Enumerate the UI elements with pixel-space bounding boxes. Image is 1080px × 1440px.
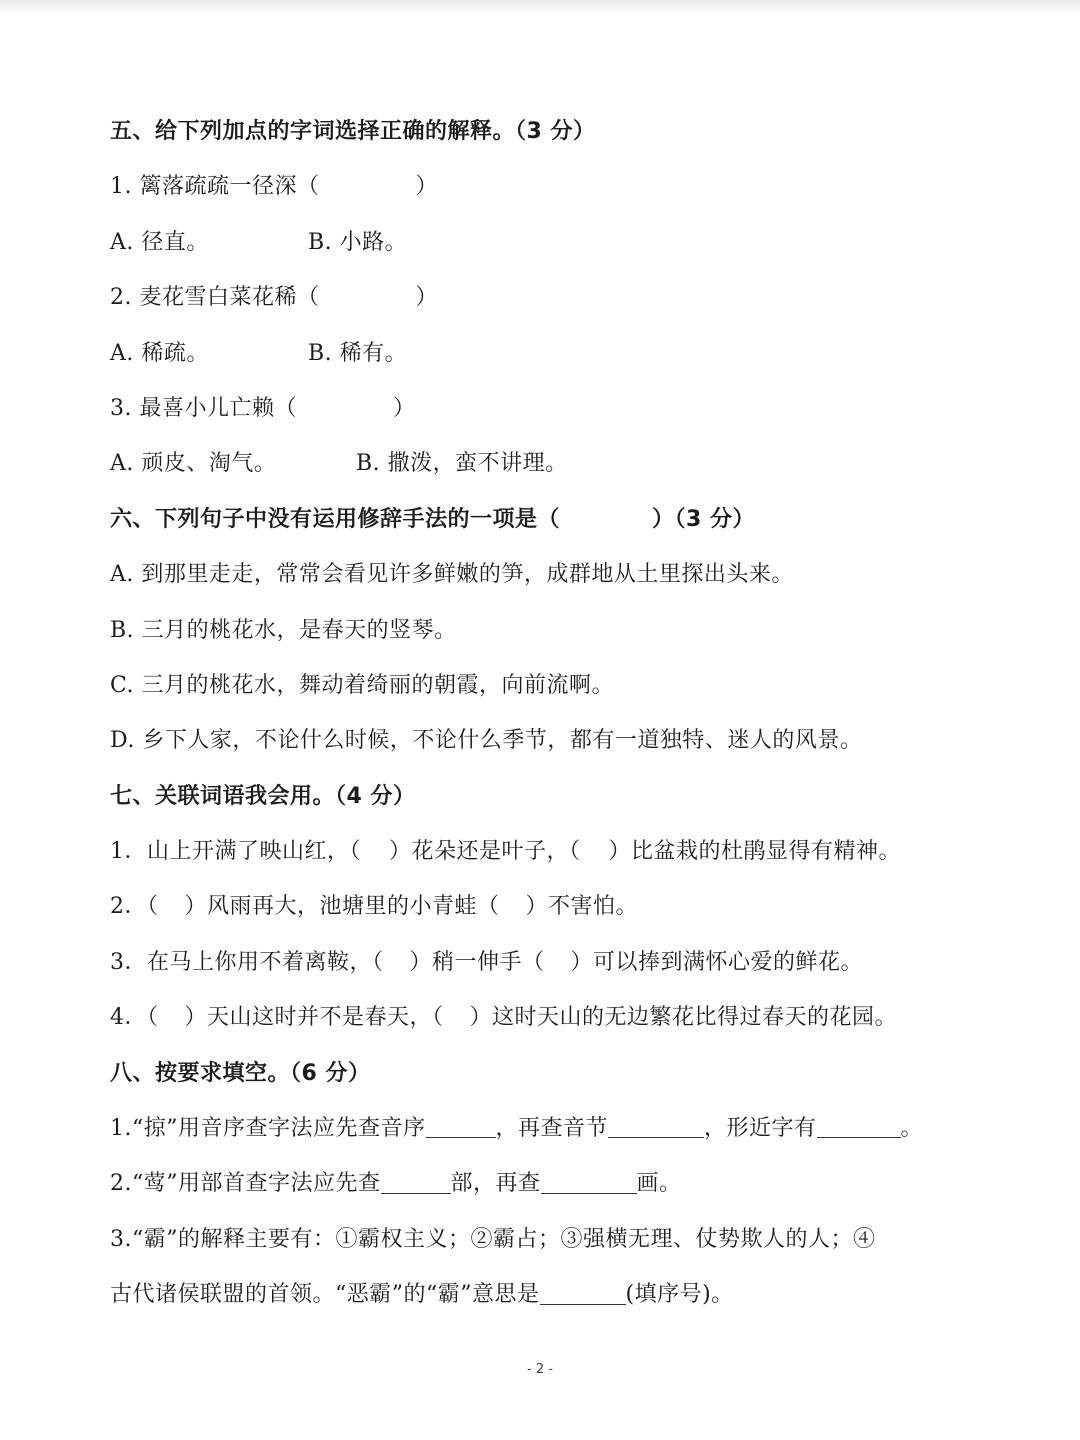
s7-q4-part3: ）这时天山的无边繁花比得过春天的花园。 <box>469 1005 898 1031</box>
s5-q1-options <box>110 215 1010 270</box>
s7-question-2 <box>110 879 1010 934</box>
s8-q2-blank-1[interactable] <box>381 1169 451 1194</box>
s8-q2-part1: 2.“莺”用部首查字法应先查 <box>110 1171 381 1197</box>
s8-question-2 <box>110 1156 1010 1211</box>
s7-q3-part2: ）稍一伸手（ <box>409 949 545 975</box>
s5-q3-options <box>110 436 1010 491</box>
s8-q1-part2: ，再查音节 <box>495 1116 609 1142</box>
s8-q2-blank-2[interactable] <box>541 1169 637 1194</box>
s6-option-c: C. 三月的桃花水，舞动着绮丽的朝霞，向前流啊。 <box>110 672 615 698</box>
s8-q1-blank-2[interactable] <box>608 1113 704 1138</box>
s7-q2-part2: ）风雨再大，池塘里的小青蛙（ <box>184 894 500 920</box>
s7-question-3 <box>110 935 1010 990</box>
s8-q1-part4: 。 <box>900 1116 924 1142</box>
s5-q3-text: 3. 最喜小儿亡赖（ <box>110 395 297 421</box>
s8-q3-blank[interactable] <box>540 1279 626 1304</box>
s5-q2-text: 2. 麦花雪白菜花稀（ <box>110 285 320 311</box>
s5-q2-option-b: B. 稀有。 <box>308 340 408 366</box>
s7-q4-part2: ）天山这时并不是春天，（ <box>184 1005 444 1031</box>
s5-q3-close: ） <box>392 395 416 421</box>
s8-question-3-line-2 <box>110 1267 1010 1322</box>
s8-question-1 <box>110 1101 1010 1156</box>
section-6-heading <box>110 492 1010 547</box>
s8-q1-part1: 1.“掠”用音序查字法应先查音序 <box>110 1116 426 1142</box>
s5-q2-options <box>110 326 1010 381</box>
s8-q1-part3: ，形近字有 <box>704 1116 817 1142</box>
s7-q3-part1: 3．在马上你用不着离鞍，（ <box>110 949 384 975</box>
s5-q1-text: 1. 篱落疏疏一径深（ <box>110 174 320 200</box>
s8-q2-part3: 画。 <box>636 1171 682 1197</box>
s5-q3-option-a: A. 顽皮、淘气。 <box>110 451 277 477</box>
section-5-heading: 五、给下列加点的字词选择正确的解释。（3 分） <box>110 119 596 144</box>
s6-heading-score: ）（3 分） <box>652 506 755 532</box>
exam-sheet <box>110 104 1010 1323</box>
s5-q1-option-a: A. 径直。 <box>110 229 209 255</box>
s6-option-a: A. 到那里走走，常常会看见许多鲜嫩的笋，成群地从土里探出头来。 <box>110 562 794 588</box>
s7-q2-part1: 2．（ <box>110 894 159 920</box>
s6-option-d: D. 乡下人家，不论什么时候，不论什么季节，都有一道独特、迷人的风景。 <box>110 728 863 754</box>
s7-q2-part3: ）不害怕。 <box>525 894 639 920</box>
page-number: - 2 - <box>527 1362 553 1377</box>
s5-q2-close: ） <box>415 285 438 311</box>
section-7-heading: 七、关联词语我会用。（4 分） <box>110 783 416 809</box>
s7-q3-part3: ）可以捧到满怀心爱的鲜花。 <box>570 949 864 975</box>
s5-question-3 <box>110 381 1010 436</box>
s8-question-3-line-1: 3.“霸”的解释主要有：①霸权主义；②霸占；③强横无理、仗势欺人的人；④ <box>110 1226 876 1252</box>
s8-q2-part2: 部，再查 <box>450 1171 541 1197</box>
s5-question-1 <box>110 159 1010 214</box>
s8-q1-blank-3[interactable] <box>817 1113 901 1138</box>
s7-question-1 <box>110 824 1010 879</box>
s5-q3-option-b: B. 撒泼，蛮不讲理。 <box>356 451 568 477</box>
s6-heading-text: 六、下列句子中没有运用修辞手法的一项是（ <box>110 506 561 532</box>
section-8-heading: 八、按要求填空。（6 分） <box>110 1060 371 1086</box>
s7-q4-part1: 4．（ <box>110 1005 159 1031</box>
s5-q2-option-a: A. 稀疏。 <box>110 340 209 366</box>
s7-q1-part3: ）比盆栽的杜鹃显得有精神。 <box>608 839 902 865</box>
s7-q1-part2: ）花朵还是叶子，（ <box>389 839 581 865</box>
s7-question-4 <box>110 990 1010 1045</box>
s8-q3-part2: (填序号)。 <box>625 1282 734 1308</box>
page-top-shadow <box>0 0 1080 14</box>
s6-option-b: B. 三月的桃花水，是春天的竖琴。 <box>110 617 457 643</box>
s5-q1-close: ） <box>415 174 438 200</box>
s7-q1-part1: 1．山上开满了映山红，（ <box>110 839 361 865</box>
s8-q3-part1: 古代诸侯联盟的首领。“恶霸”的“霸”意思是 <box>110 1282 540 1308</box>
s5-question-2 <box>110 270 1010 325</box>
s8-q1-blank-1[interactable] <box>426 1113 496 1138</box>
s5-q1-option-b: B. 小路。 <box>308 229 408 255</box>
